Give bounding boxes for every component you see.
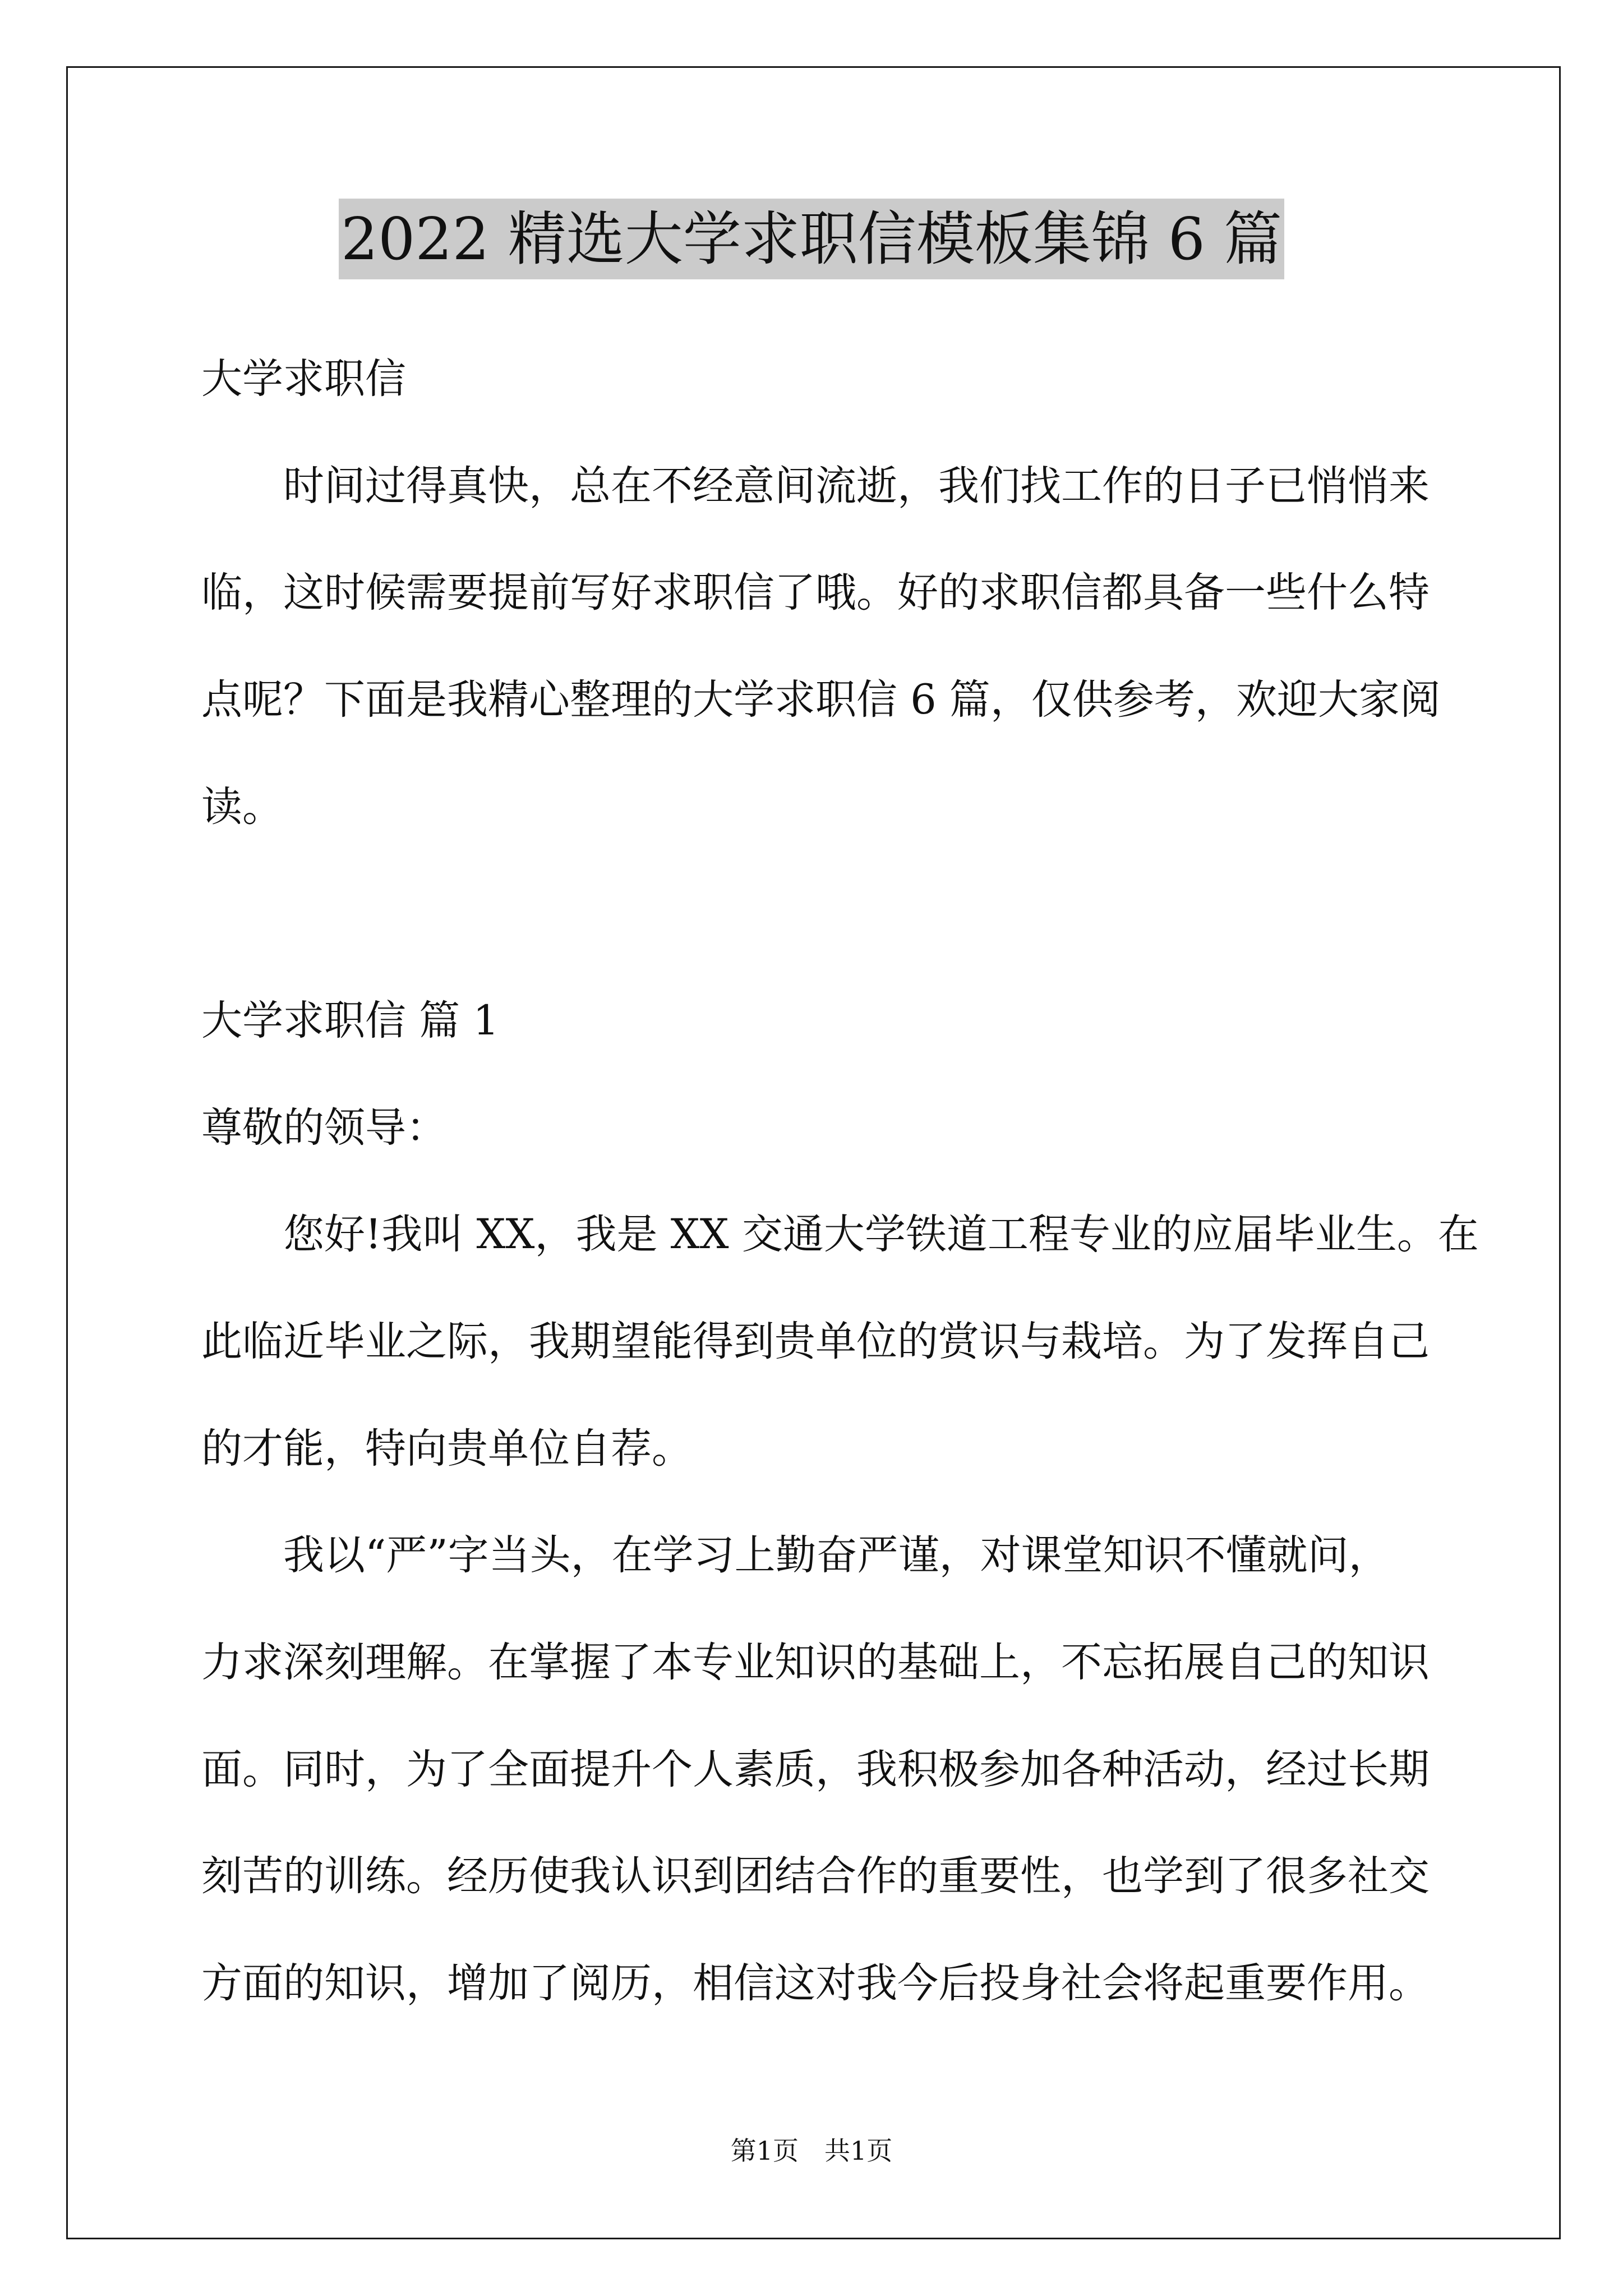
letter-paragraph-line: 此临近毕业之际，我期望能得到贵单位的赏识与栽培。为了发挥自己: [201, 1317, 1430, 1365]
letter-salutation: 尊敬的领导：: [201, 1103, 447, 1152]
letter-heading: 大学求职信 篇 1: [201, 996, 499, 1045]
title-container: [0, 199, 1623, 279]
letter-paragraph-line: 方面的知识，增加了阅历，相信这对我今后投身社会将起重要作用。: [201, 1959, 1430, 2007]
letter-paragraph-line: 刻苦的训练。经历使我认识到团结合作的重要性，也学到了很多社交: [201, 1852, 1430, 1901]
letter-paragraph-line: 您好!我叫 XX，我是 XX 交通大学铁道工程专业的应届毕业生。在: [283, 1211, 1479, 1259]
letter-paragraph-line: 面。同时，为了全面提升个人素质，我积极参加各种活动，经过长期: [201, 1745, 1430, 1793]
letter-paragraph-line: 的才能，特向贵单位自荐。: [201, 1424, 693, 1473]
current-page-number: 第1页: [730, 2136, 799, 2166]
intro-paragraph-line: 时间过得真快，总在不经意间流逝，我们找工作的日子已悄悄来: [283, 462, 1430, 510]
total-pages: 共1页: [824, 2136, 893, 2166]
intro-heading: 大学求职信: [201, 355, 406, 403]
letter-paragraph-line: 我以“严”字当头，在学习上勤奋严谨，对课堂知识不懂就问，: [283, 1531, 1390, 1580]
document-title: 2022 精选大学求职信模板集锦 6 篇: [339, 199, 1284, 279]
intro-paragraph-line: 读。: [201, 783, 283, 831]
intro-paragraph-line: 点呢？下面是我精心整理的大学求职信 6 篇，仅供参考，欢迎大家阅: [201, 675, 1441, 724]
blank-line: [201, 861, 1491, 968]
document-body: [201, 326, 1491, 2037]
page-footer: [0, 2134, 1623, 2168]
letter-paragraph-line: 力求深刻理解。在掌握了本专业知识的基础上，不忘拓展自己的知识: [201, 1638, 1430, 1686]
intro-paragraph-line: 临，这时候需要提前写好求职信了哦。好的求职信都具备一些什么特: [201, 569, 1430, 617]
